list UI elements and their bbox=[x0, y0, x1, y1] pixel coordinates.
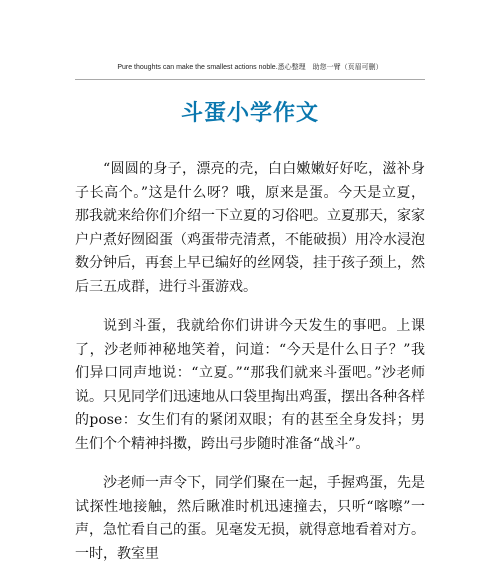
document-body bbox=[75, 158, 425, 566]
document-title: 斗蛋小学作文 bbox=[180, 100, 319, 126]
paragraph-3: 沙老师一声令下，同学们聚在一起，手握鸡蛋，先是试探性地接触，然后瞅准时机迅速撞去，只听“喀嚓”一声，急忙看自己的蛋。见毫发无损，就得意地看着对方。一时，教室里 bbox=[75, 475, 425, 562]
page-header: Pure thoughts can make the smallest actions noble.悉心整理 助您一臂（页眉可删） bbox=[117, 64, 383, 71]
paragraph-1: “圆圆的身子，漂亮的壳，白白嫩嫩好好吃，滋补身子长高个。”这是什么呀？哦，原来是蛋。今天是立夏，那我就来给你们介绍一下立夏的习俗吧。立夏那天，家家户户煮好囫囵蛋（鸡蛋带壳清煮，不能破损）用冷水浸泡数分钟后，再套上早已编好的丝网袋，挂于孩子颈上，然后三五成群，进行斗蛋游戏。 bbox=[75, 161, 425, 295]
paragraph-2: 说到斗蛋，我就给你们讲讲今天发生的事吧。上课了，沙老师神秘地笑着，问道：“今天是什么日子？”我们异口同声地说：“立夏。”“那我们就来斗蛋吧。”沙老师说。只见同学们迅速地从口袋里掏出鸡蛋，摆出各种各样的pose：女生们有的紧闭双眼；有的甚至全身发抖；男生们个个精神抖擞，跨出弓步随时准备“战斗”。 bbox=[75, 318, 425, 452]
header-divider bbox=[75, 79, 425, 80]
